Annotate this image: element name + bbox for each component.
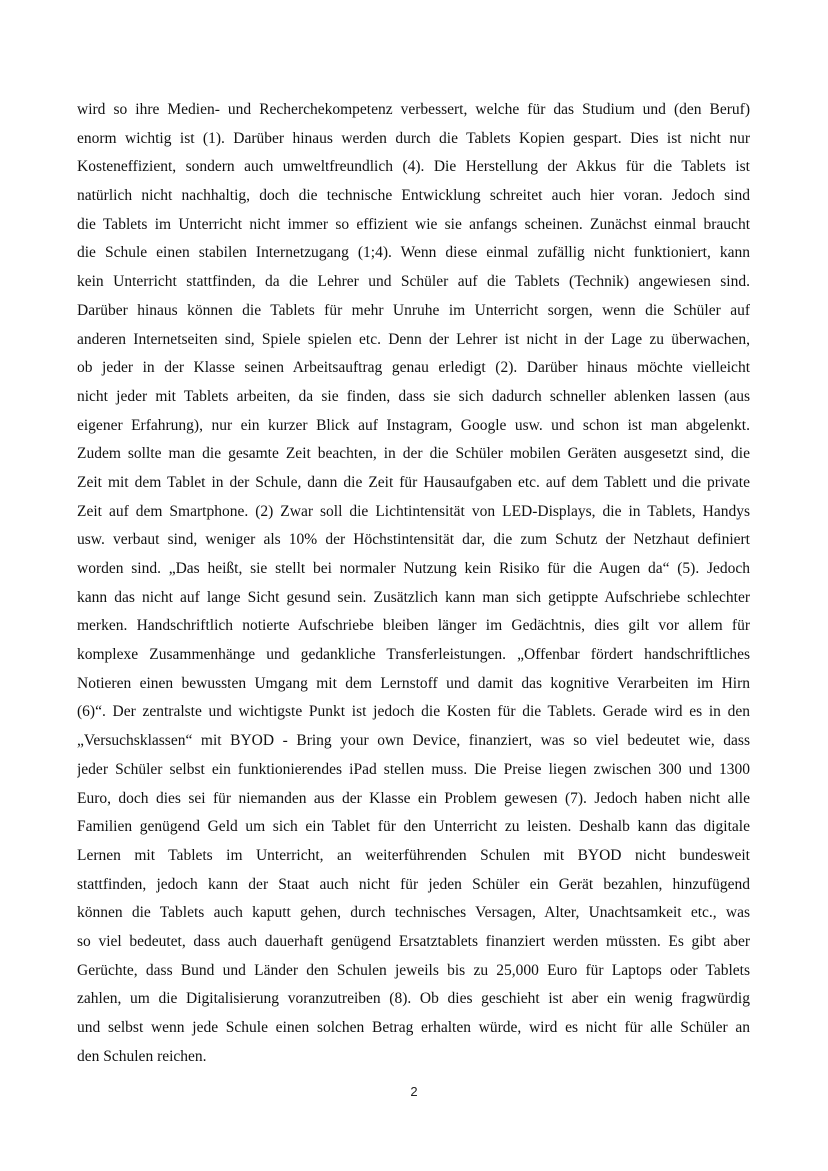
text-line: Gerüchte, dass Bund und Länder den Schulen jeweils bis zu 25,000 Euro für Laptops oder Tablets: [77, 961, 750, 979]
text-line: kein Unterricht stattfinden, da die Lehrer und Schüler auf die Tablets (Technik) angewiesen sind.: [77, 273, 750, 291]
text-line: Familien genügend Geld um sich ein Tablet für den Unterricht zu leisten. Deshalb kann das digitale: [77, 818, 750, 836]
text-line: zahlen, um die Digitalisierung voranzutreiben (8). Ob dies geschieht ist aber ein wenig fragwürdig: [77, 990, 750, 1008]
text-line: merken. Handschriftlich notierte Aufschriebe bleiben länger im Gedächtnis, dies gilt vor allem für: [77, 617, 750, 635]
text-line: Euro, doch dies sei für niemanden aus der Klasse ein Problem gewesen (7). Jedoch haben nicht alle: [77, 789, 750, 807]
text-line: kann das nicht auf lange Sicht gesund sein. Zusätzlich kann man sich getippte Aufschriebe schlechter: [77, 588, 750, 606]
text-line: können die Tablets auch kaputt gehen, durch technisches Versagen, Alter, Unachtsamkeit etc., was: [77, 904, 750, 922]
text-line: Notieren einen bewussten Umgang mit dem Lernstoff und damit das kognitive Verarbeiten im Hirn: [77, 674, 750, 692]
text-line: Zeit mit dem Tablet in der Schule, dann die Zeit für Hausaufgaben etc. auf dem Tablett und die private: [77, 473, 750, 491]
text-line: und selbst wenn jede Schule einen solchen Betrag erhalten würde, wird es nicht für alle Schüler an: [77, 1019, 750, 1036]
text-line: eigener Erfahrung), nur ein kurzer Blick auf Instagram, Google usw. und schon ist man abgelenkt.: [77, 416, 750, 434]
text-line: enorm wichtig ist (1). Darüber hinaus werden durch die Tablets Kopien gespart. Dies ist nicht nur: [77, 129, 750, 147]
text-line: den Schulen reichen.: [77, 1047, 207, 1065]
text-line: (6)“. Der zentralste und wichtigste Punkt ist jedoch die Kosten für die Tablets. Gerade wird es in den: [77, 703, 750, 721]
text-line: worden sind. „Das heißt, sie stellt bei normaler Nutzung kein Risiko für die Augen da“ (5). Jedoch: [77, 560, 750, 577]
text-line: Kosteneffizient, sondern auch umweltfreundlich (4). Die Herstellung der Akkus für die Tablets ist: [77, 158, 750, 176]
text-line: Lernen mit Tablets im Unterricht, an weiterführenden Schulen mit BYOD nicht bundesweit: [77, 846, 750, 864]
text-line: Zeit auf dem Smartphone. (2) Zwar soll die Lichtintensität von LED-Displays, die in Tablets, Handys: [77, 502, 750, 520]
page-number: 2: [410, 1084, 418, 1099]
text-line: Darüber hinaus können die Tablets für mehr Unruhe im Unterricht sorgen, wenn die Schüler auf: [77, 301, 750, 319]
text-line: Zudem sollte man die gesamte Zeit beachten, in der die Schüler mobilen Geräten ausgesetzt sind, die: [77, 445, 750, 463]
text-line: so viel bedeutet, dass auch dauerhaft genügend Ersatztablets finanziert werden müssten. Es gibt aber: [77, 932, 750, 950]
text-line: die Tablets im Unterricht nicht immer so effizient wie sie anfangs scheinen. Zunächst einmal braucht: [77, 215, 750, 233]
text-line: nicht jeder mit Tablets arbeiten, da sie finden, dass sie sich dadurch schneller ablenken lassen (aus: [77, 387, 750, 405]
body-paragraph: [77, 96, 750, 1071]
text-line: jeder Schüler selbst ein funktionierendes iPad stellen muss. Die Preise liegen zwischen 300 und 1300: [77, 760, 750, 778]
text-line: komplexe Zusammenhänge und gedankliche Transferleistungen. „Offenbar fördert handschriftliches: [77, 646, 750, 664]
text-line: anderen Internetseiten sind, Spiele spielen etc. Denn der Lehrer ist nicht in der Lage zu überwachen,: [77, 330, 750, 348]
text-line: stattfinden, jedoch kann der Staat auch nicht für jeden Schüler ein Gerät bezahlen, hinzufügend: [77, 875, 750, 893]
text-line: die Schule einen stabilen Internetzugang (1;4). Wenn diese einmal zufällig nicht funktioniert, kann: [77, 244, 750, 262]
text-line: „Versuchsklassen“ mit BYOD - Bring your own Device, finanziert, was so viel bedeutet wie, dass: [77, 732, 750, 750]
text-line: wird so ihre Medien- und Recherchekompetenz verbessert, welche für das Studium und (den Beruf): [77, 101, 750, 118]
text-line: ob jeder in der Klasse seinen Arbeitsauftrag genau erledigt (2). Darüber hinaus möchte vielleicht: [77, 359, 750, 377]
text-line: natürlich nicht nachhaltig, doch die technische Entwicklung schreitet auch hier voran. Jedoch sind: [77, 187, 750, 205]
text-line: usw. verbaut sind, weniger als 10% der Höchstintensität dar, die zum Schutz der Netzhaut definiert: [77, 531, 750, 549]
